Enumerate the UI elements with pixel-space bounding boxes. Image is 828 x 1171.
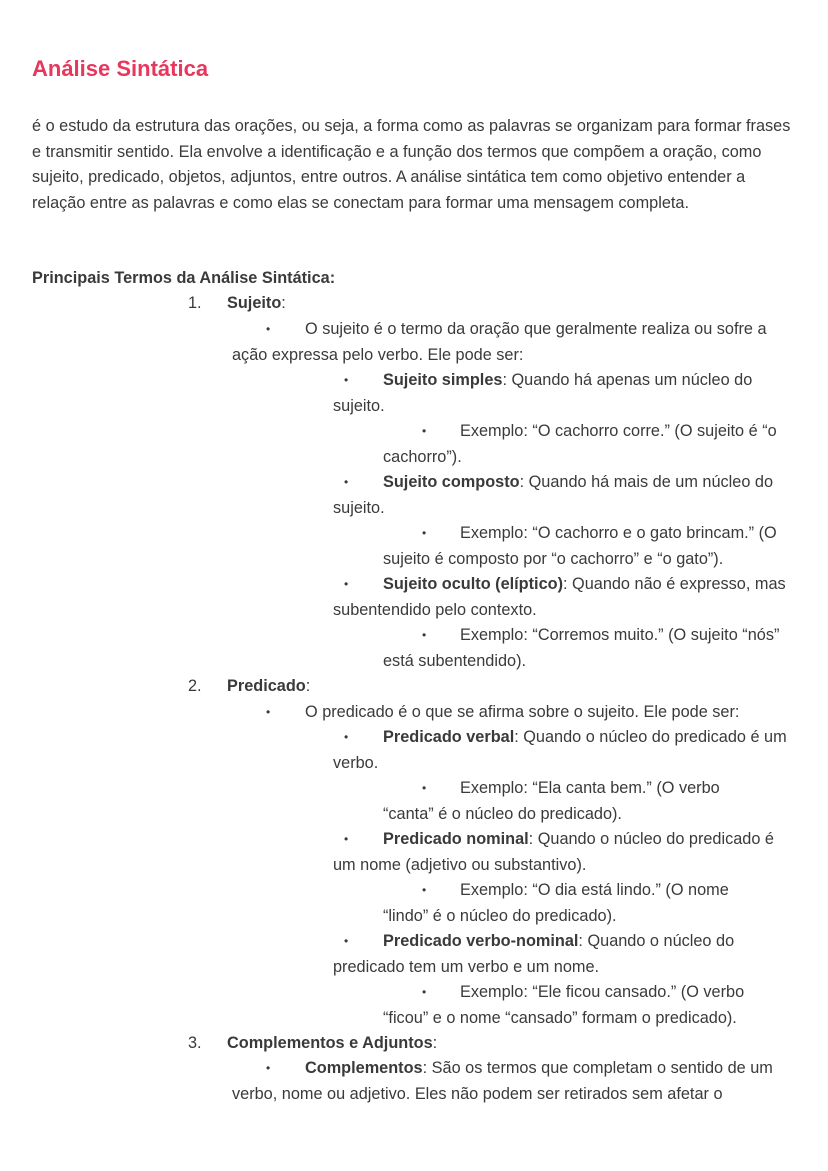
item-colon: : — [305, 677, 311, 695]
item-number: 3. — [188, 1034, 202, 1052]
section-title: Principais Termos da Análise Sintática: — [32, 269, 336, 287]
bullet-icon: • — [422, 526, 427, 540]
sub-text: : Quando há apenas um núcleo do sujeito. — [333, 371, 753, 415]
bullet-icon: • — [422, 628, 427, 642]
bullet-icon: • — [344, 373, 349, 387]
item-description: O sujeito é o termo da oração que geralmente realiza ou sofre a ação expressa pelo verbo. Ele pode ser: — [232, 320, 767, 364]
bullet-icon: • — [266, 705, 271, 719]
sub-term: Sujeito simples — [383, 371, 503, 389]
item-heading-sujeito — [227, 291, 286, 317]
bullet-icon: • — [266, 322, 271, 336]
sub-item — [333, 827, 793, 878]
intro-paragraph: é o estudo da estrutura das orações, ou seja, a forma como as palavras se organizam para formar frases e transmitir sentido. Ela envolve a identificação e a função dos termos que compõem a oração, como sujeito, predicado, objetos, adjuntos, entre outros. A análise sintática tem como objetivo entender a relação entre as palavras e como elas se conectam para formar uma mensagem completa. — [32, 117, 791, 212]
sub-item — [333, 725, 793, 776]
sub-term: Predicado verbo-nominal — [383, 932, 579, 950]
bullet-icon: • — [422, 883, 427, 897]
bullet-icon: • — [266, 1061, 271, 1075]
bullet-icon: • — [422, 781, 427, 795]
bullet-icon: • — [344, 832, 349, 846]
example-text: Exemplo: “O cachorro e o gato brincam.” (O sujeito é composto por “o cachorro” e “o gato”). — [383, 524, 777, 568]
bullet-icon: • — [422, 985, 427, 999]
sub-item — [333, 368, 788, 419]
sub-term: Complementos — [305, 1059, 423, 1077]
sub-item — [333, 572, 788, 623]
sub-text: : Quando não é expresso, mas subentendido pelo contexto. — [333, 575, 786, 619]
bullet-icon: • — [344, 577, 349, 591]
sub-term: Predicado nominal — [383, 830, 529, 848]
item-colon: : — [281, 294, 286, 312]
example-text: Exemplo: “O cachorro corre.” (O sujeito é “o cachorro”). — [383, 422, 777, 466]
page-title: Análise Sintática — [32, 56, 209, 81]
item-number: 1. — [188, 294, 202, 312]
item-colon: : — [432, 1034, 438, 1052]
bullet-icon: • — [422, 424, 427, 438]
item-label: Complementos e Adjuntos — [227, 1034, 433, 1052]
bullet-icon: • — [344, 730, 349, 744]
item-number: 2. — [188, 677, 202, 695]
item-heading-predicado — [227, 674, 310, 700]
sub-term: Sujeito oculto (elíptico) — [383, 575, 563, 593]
sub-term: Predicado verbal — [383, 728, 515, 746]
example-text: Exemplo: “Corremos muito.” (O sujeito “nós” está subentendido). — [383, 626, 780, 670]
item-description: O predicado é o que se afirma sobre o sujeito. Ele pode ser: — [305, 703, 740, 721]
sub-text: : Quando o núcleo do predicado tem um verbo e um nome. — [333, 932, 735, 976]
sub-text: : Quando o núcleo do predicado é um verbo. — [333, 728, 787, 772]
sub-text: : São os termos que completam o sentido de um verbo, nome ou adjetivo. Eles não podem ser retirados sem afetar o — [232, 1059, 773, 1103]
example-text: Exemplo: “Ele ficou cansado.” (O verbo “ficou” e o nome “cansado” formam o predicado). — [383, 983, 745, 1027]
item-label: Predicado — [227, 677, 306, 695]
sub-item — [232, 1056, 798, 1107]
sub-item — [333, 470, 788, 521]
bullet-icon: • — [344, 934, 349, 948]
sub-text: : Quando há mais de um núcleo do sujeito. — [333, 473, 774, 517]
sub-item — [333, 929, 773, 980]
item-heading-complementos — [227, 1031, 437, 1057]
item-label: Sujeito — [227, 294, 282, 312]
example-text: Exemplo: “Ela canta bem.” (O verbo “canta” é o núcleo do predicado). — [383, 779, 720, 823]
sub-term: Sujeito composto — [383, 473, 520, 491]
example-text: Exemplo: “O dia está lindo.” (O nome “lindo” é o núcleo do predicado). — [383, 881, 729, 925]
sub-text: : Quando o núcleo do predicado é um nome (adjetivo ou substantivo). — [333, 830, 774, 874]
bullet-icon: • — [344, 475, 349, 489]
